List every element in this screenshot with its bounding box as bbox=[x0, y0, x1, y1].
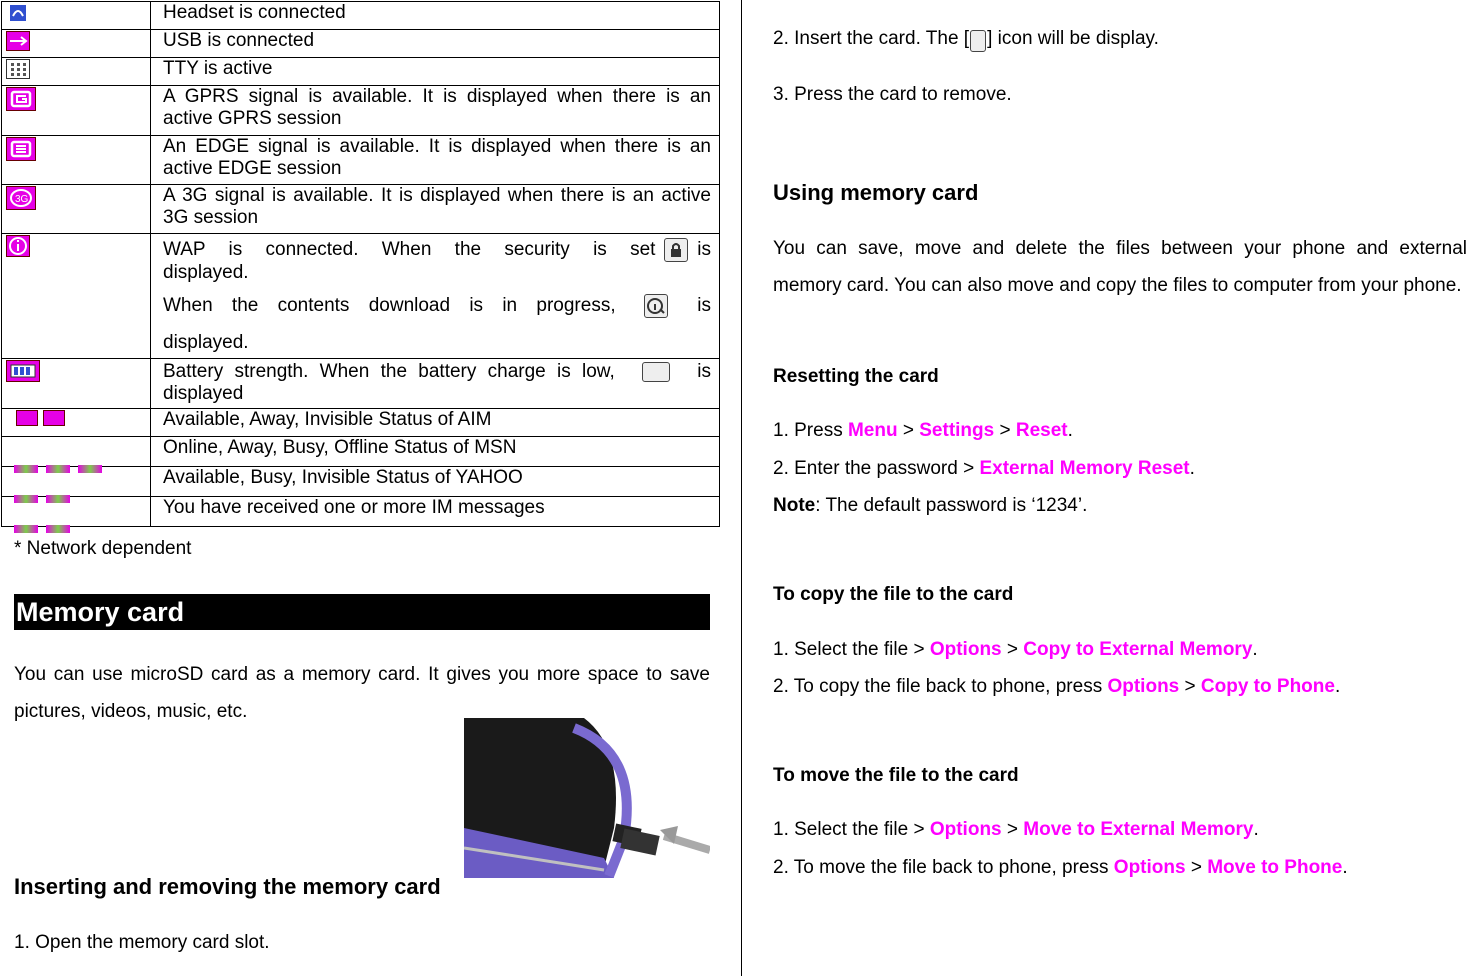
table-cell: You have received one or more IM messages bbox=[151, 497, 720, 527]
gprs-icon bbox=[6, 87, 36, 111]
copy-step-1: 1. Select the file > Options > Copy to External Memory. bbox=[773, 639, 1258, 660]
reset-step-2: 2. Enter the password > External Memory Reset. bbox=[773, 458, 1195, 479]
step-2 bbox=[773, 28, 1159, 52]
table-cell: Online, Away, Busy, Offline Status of MSN bbox=[151, 437, 720, 467]
im-message-icons bbox=[14, 517, 78, 525]
step-2-text-end: ] icon will be display. bbox=[987, 28, 1159, 49]
inserting-heading: Inserting and removing the memory card bbox=[14, 874, 441, 899]
3g-icon bbox=[6, 186, 36, 210]
edge-icon bbox=[6, 137, 36, 161]
table-cell: TTY is active bbox=[151, 58, 720, 86]
table-row bbox=[2, 234, 720, 359]
table-row bbox=[2, 467, 720, 497]
move-heading: To move the file to the card bbox=[773, 765, 1019, 786]
table-row bbox=[2, 136, 720, 185]
table-cell bbox=[151, 359, 720, 409]
download-icon bbox=[644, 294, 668, 318]
table-cell: Available, Away, Invisible Status of AIM bbox=[151, 409, 720, 437]
table-row bbox=[2, 2, 720, 30]
table-cell: Available, Busy, Invisible Status of YAHOO bbox=[151, 467, 720, 497]
step-1: 1. Open the memory card slot. bbox=[14, 932, 270, 953]
memory-intro: You can use microSD card as a memory card. It gives you more space to save pictures, videos, music, etc. bbox=[14, 664, 710, 722]
reset-link: Reset bbox=[1015, 420, 1068, 441]
copy-heading: To copy the file to the card bbox=[773, 584, 1014, 605]
using-text: You can save, move and delete the files between your phone and external memory card. You can also move and copy the files to computer from your phone. bbox=[773, 238, 1467, 296]
headset-icon bbox=[6, 3, 30, 23]
wap-line-2-is: is bbox=[697, 295, 711, 316]
table-row bbox=[2, 497, 720, 527]
table-cell: A GPRS signal is available. It is displayed when there is an active GPRS session bbox=[151, 86, 720, 136]
wap-line-1: WAP is connected. When the security is set bbox=[163, 239, 656, 260]
battery-is: is bbox=[697, 361, 711, 382]
table-row bbox=[2, 409, 720, 437]
phone-memory-card-photo bbox=[464, 708, 710, 900]
table-row bbox=[2, 185, 720, 234]
wap-line-2: When the contents download is in progress, bbox=[163, 295, 616, 316]
battery-text-end: displayed bbox=[163, 383, 244, 404]
wap-line-1-is: is bbox=[697, 239, 711, 260]
memory-card-icon bbox=[970, 30, 986, 52]
aim-available-icon bbox=[16, 410, 38, 426]
table-row bbox=[2, 86, 720, 136]
table-row bbox=[2, 359, 720, 409]
wap-line-2-end: displayed. bbox=[163, 332, 249, 353]
table-row bbox=[2, 58, 720, 86]
tty-icon bbox=[6, 59, 30, 79]
usb-icon bbox=[6, 31, 30, 51]
network-note: * Network dependent bbox=[14, 538, 192, 559]
wap-displayed: displayed. bbox=[163, 262, 249, 283]
settings-link: Settings bbox=[919, 420, 995, 441]
status-icon-table bbox=[1, 1, 720, 527]
move-step-2: 2. To move the file back to phone, press Options > Move to Phone. bbox=[773, 857, 1348, 878]
resetting-heading: Resetting the card bbox=[773, 366, 939, 387]
table-cell: A 3G signal is available. It is displayed when there is an active 3G session bbox=[151, 185, 720, 234]
table-cell: USB is connected bbox=[151, 30, 720, 58]
table-cell bbox=[151, 234, 720, 359]
wap-icon bbox=[6, 235, 30, 257]
copy-step-2: 2. To copy the file back to phone, press Options > Copy to Phone. bbox=[773, 676, 1341, 697]
menu-link: Menu bbox=[847, 420, 898, 441]
table-row bbox=[2, 30, 720, 58]
memory-card-banner: Memory card bbox=[14, 594, 710, 630]
yahoo-status-icons bbox=[14, 487, 78, 495]
reset-note: Note: The default password is ‘1234’. bbox=[773, 495, 1088, 516]
low-battery-icon bbox=[642, 362, 670, 382]
table-cell: Headset is connected bbox=[151, 2, 720, 30]
using-heading: Using memory card bbox=[773, 180, 979, 205]
table-cell: An EDGE signal is available. It is displayed when there is an active EDGE session bbox=[151, 136, 720, 185]
battery-text: Battery strength. When the battery charge is low, bbox=[163, 361, 615, 382]
step-3: 3. Press the card to remove. bbox=[773, 84, 1012, 105]
step-2-text: 2. Insert the card. The [ bbox=[773, 28, 970, 49]
svg-text:3G: 3G bbox=[15, 194, 29, 205]
move-step-1: 1. Select the file > Options > Move to External Memory. bbox=[773, 819, 1259, 840]
battery-icon bbox=[6, 360, 40, 382]
table-row bbox=[2, 437, 720, 467]
aim-away-icon bbox=[43, 410, 65, 426]
reset-step-1: 1. Press Menu > Settings > Reset. bbox=[773, 420, 1073, 441]
lock-icon bbox=[664, 238, 688, 262]
msn-status-icons bbox=[14, 457, 110, 465]
external-memory-reset-link: External Memory Reset bbox=[979, 458, 1190, 479]
column-divider bbox=[741, 0, 742, 976]
